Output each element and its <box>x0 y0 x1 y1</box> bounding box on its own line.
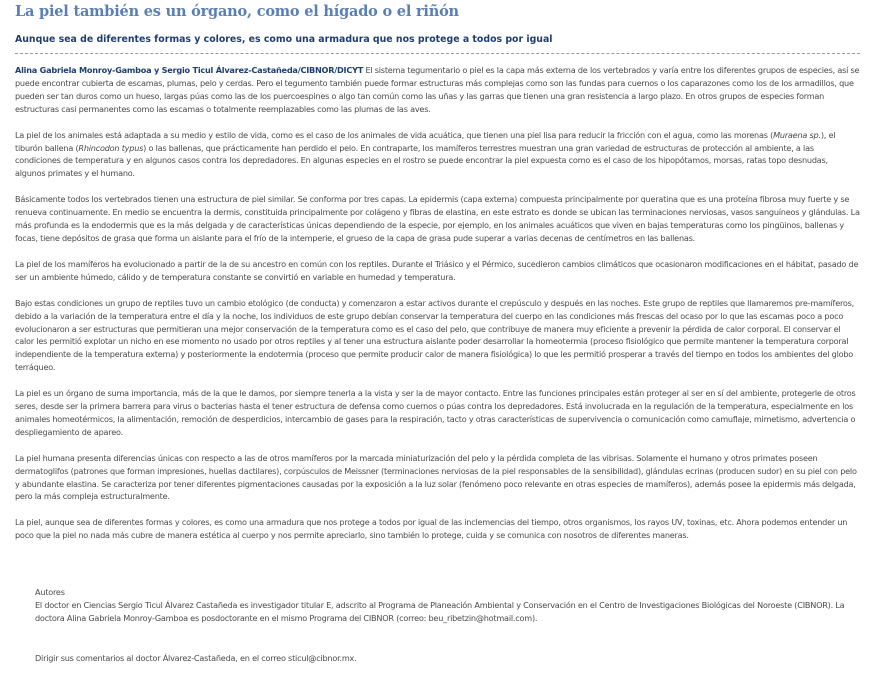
article-title: La piel también es un órgano, como el hígado o el riñón <box>15 3 459 20</box>
paragraph-evolution: La piel de los mamíferos ha evolucionado a partir de la de su ancestro en común con los reptiles. Durante el Triásico y el Pérmico, sucedieron cambios climáticos que ocasionaron modificaciones en el hábitat, pasado de ser un ambiente húmedo, cálido y de temperatura constante se convirtió en variable en humedad y temperatura. <box>15 258 859 282</box>
paragraph-intro-text: El sistema tegumentario o piel es la capa más externa de los vertebrados y varía entre los diferentes grupos de especies, así se puede encontrar cubierta de escamas, plumas, pelo y cerdas. Pero el tegumento también puede formar estructuras más complejas como son las fundas para cuernos o los caparazones como los de los armadillos, que pueden ser tan duros como un hueso, largas púas como las de los puercoespines o algo tan común como las uñas y las garras que tienen una gran resistencia a largo plazo. En otros grupos de especies forman estructuras casi permanentes como las escamas o totalmente reemplazables como las plumas de las aves. <box>15 65 860 114</box>
paragraph-premammals: Bajo estas condiciones un grupo de reptiles tuvo un cambio etológico (de conducta) y comenzaron a estar activos durante el crepúsculo y después en las noches. Este grupo de reptiles que llamaremos pre-mamíferos, debido a la variación de la temperatura entre el día y la noche, los individuos de este grupo debían conservar la temperatura del cuerpo en las condiciones más frescas del ocaso por lo que las escamas poco a poco evolucionaron a ser estructuras que permitieran una mejor conservación de la temperatura como es el caso del pelo, que contribuye de manera muy eficiente a prevenir la pérdida de calor corporal. El conservar el calor les permitió explotar un nicho en ese momento no usado por otros reptiles y al tener una estructura aislante poder desarrollar la homeotermia (proceso fisiológico que permite mantener la temperatura corporal independiente de la temperatura externa) y posteriormente la endotermia (proceso que permite producir calor de manera fisiológica) lo que les permitió prosperar a través del tiempo en todos los ambientes del globo terráqueo. <box>15 297 855 373</box>
paragraph-conclusion: La piel, aunque sea de diferentes formas y colores, es como una armadura que nos protege a todos por igual de las inclemencias del tiempo, otros organismos, los rayos UV, toxinas, etc. Ahora podemos entender un poco que la piel no nada más cubre de manera estética al cuerpo y nos permite apreciarlo, sino también lo protege, cuida y se comunica con nosotros de diferentes maneras. <box>15 517 848 541</box>
paragraph-human-skin: La piel humana presenta diferencias únicas con respecto a las de otros mamíferos por la marcada miniaturización del pelo y la pérdida completa de las vibrisas. Solamente el humano y otros primates poseen dermatoglifos (patrones que forman impresiones, huellas dactilares), corpúsculos de Meissner (terminaciones nerviosas de la piel responsables de la sensibilidad), glándulas ecrinas (producen sudor) en su piel con pelo y abundante elastina. Se caracteriza por tener diferentes pigmentaciones causadas por la exposición a la luz solar (fenómeno poco relevante en otras especies de mamíferos), además posee la epidermis más delgada, pero la más compleja estructuralmente. <box>15 452 857 502</box>
contact-note: Dirigir sus comentarios al doctor Álvarez-Castañeda, en el correo sticul@cibnor.mx. <box>35 653 357 663</box>
paragraph-adaptation <box>15 129 860 181</box>
authors-section <box>35 586 850 625</box>
paragraph-structure: Básicamente todos los vertebrados tienen una estructura de piel similar. Se conforma por tres capas. La epidermis (capa externa) compuesta principalmente por queratina que es una proteína fibrosa muy fuerte y se renueva continuamente. En medio se encuentra la dermis, constituida principalmente por colágeno y fibras de elastina, en este estrato es donde se ubican las terminaciones nerviosas, vasos sanguíneos y glándulas. La más profunda es la endodermis que es la más delgada y de características únicas dependiendo de la especie, por ejemplo, en los animales acuáticos que viven en bajas temperaturas como los pingüinos, ballenas y focas, tiene depósitos de grasa que forma un aislante para el frío de la intemperie, el grueso de la capa de grasa pude superar a varias decenas de centímetros en las ballenas. <box>15 194 860 243</box>
paragraph-text: ), el tiburón ballena ( <box>15 129 836 153</box>
byline: Alina Gabriela Monroy-Gamboa y Sergio Ticul Álvarez-Castañeda/CIBNOR/DICYT <box>15 65 364 75</box>
authors-text: El doctor en Ciencias Sergio Ticul Álvarez Castañeda es investigador titular E, adscrito al Programa de Planeación Ambiental y Conservación en el Centro de Investigaciones Biológicas del Noroeste (CIBNOR). La doctora Alina Gabriela Monroy-Gamboa es posdoctorante en el mismo Programa del CIBNOR (correo: beu_ribetzin@hotmail.com). <box>35 599 845 623</box>
species-name: Rhincodon typus <box>78 142 144 153</box>
article-subtitle: Aunque sea de diferentes formas y colores, es como una armadura que nos protege a todos por igual <box>15 34 553 45</box>
species-name: Muraena sp. <box>773 129 821 140</box>
authors-heading: Autores <box>35 587 65 597</box>
paragraph-text: La piel de los animales está adaptada a su medio y estilo de vida, como es el caso de los animales de vida acuática, que tienen una piel lisa para reducir la fricción con el agua, como las morenas ( <box>15 129 774 140</box>
article-body <box>15 64 860 555</box>
paragraph-text: ) o las ballenas, que prácticamente han perdido el pelo. En contraparte, los mamíferos terrestres muestran una gran variedad de estructuras de protección al ambiente, a las condiciones de temperatura y en algunos casos contra los depredadores. En algunas especies en el rostro se puede encontrar la piel expuesta como es el caso de los hipopótamos, morsas, ratas topo desnudas, algunos primates y el humano. <box>15 142 828 179</box>
paragraph-functions: La piel es un órgano de suma importancia, más de la que le damos, por siempre tenerla a la vista y ser la de mayor contacto. Entre las funciones principales están proteger al ser en sí del ambiente, protegerle de otros seres, desde ser la primera barrera para virus o bacterias hasta el tener estructura de defensa como cuernos o púas contra los depredadores. Está involucrada en la regulación de la temperatura, especialmente en los animales homeotérmicos, la alimentación, remoción de desperdicios, intercambio de gases para la respiración, tacto y otras características de supervivencia o comunicación como camuflaje, mimetismo, advertencia o despliegamiento de apareo. <box>15 388 856 437</box>
paragraph-intro <box>15 64 860 116</box>
dashed-divider <box>15 53 860 54</box>
